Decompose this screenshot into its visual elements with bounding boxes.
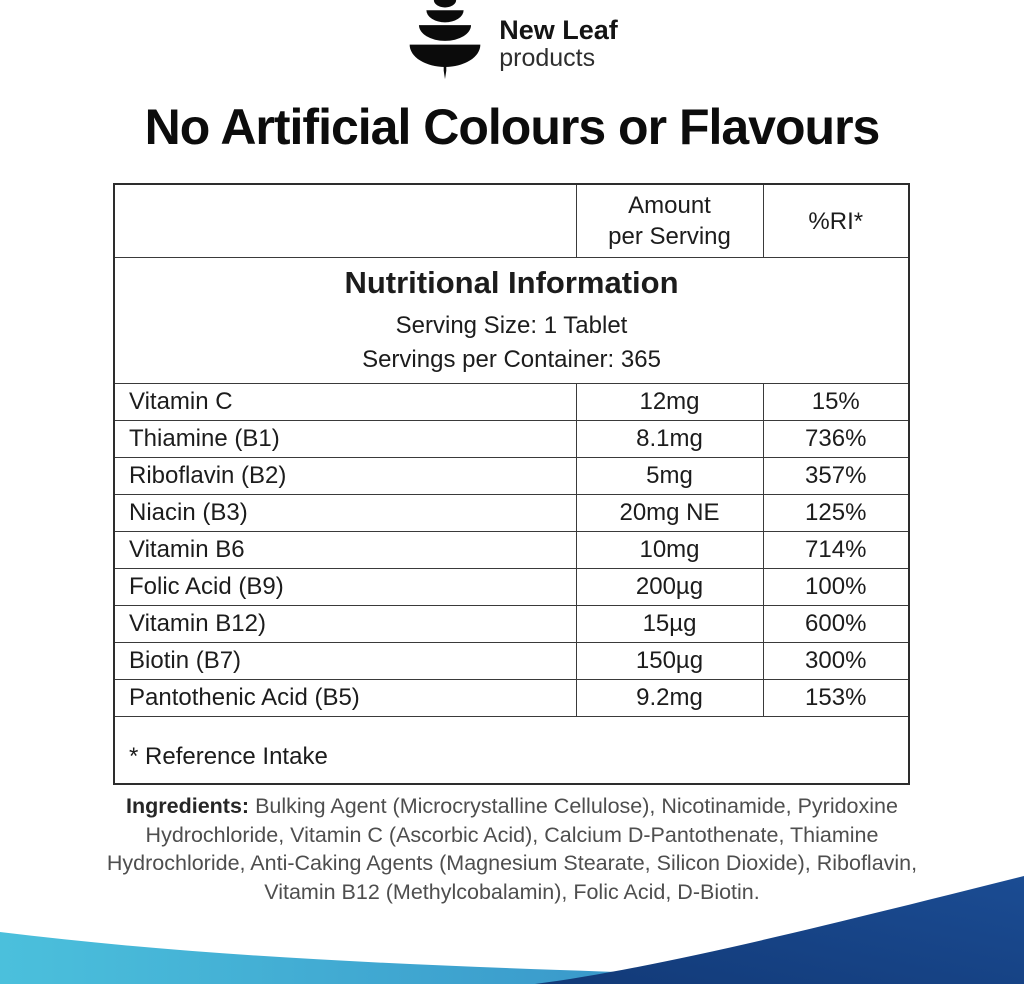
- table-row: [114, 606, 909, 643]
- nutrient-name: Pantothenic Acid (B5): [114, 680, 576, 717]
- nutrient-amount: 10mg: [576, 532, 763, 569]
- servings-per-container: Servings per Container: 365: [362, 345, 661, 373]
- nutrient-ri: 714%: [763, 532, 909, 569]
- nutrient-ri: 153%: [763, 680, 909, 717]
- serving-size: Serving Size: 1 Tablet: [395, 311, 628, 339]
- wave-decoration: [0, 864, 1024, 984]
- table-row: [114, 680, 909, 717]
- table-title-row: [114, 258, 909, 384]
- nutrient-amount: 15µg: [576, 606, 763, 643]
- nutrient-ri: 357%: [763, 458, 909, 495]
- nutrient-name: Folic Acid (B9): [114, 569, 576, 606]
- nutrient-amount: 150µg: [576, 643, 763, 680]
- table-row: [114, 421, 909, 458]
- nutrient-amount: 20mg NE: [576, 495, 763, 532]
- nutrient-name: Vitamin B6: [114, 532, 576, 569]
- nutrient-ri: 125%: [763, 495, 909, 532]
- ingredients-text: Bulking Agent (Microcrystalline Cellulose), Nicotinamide, Pyridoxine Hydrochloride, Vitamin C (Ascorbic Acid), Calcium D-Pantothenate, Thiamine Hydrochloride, Anti-Caking Agents (Magnesium Stearate, Silicon Dioxide), Riboflavin, Vitamin B12 (Methylcobalamin), Folic Acid, D-Biotin.: [106, 794, 918, 904]
- table-body: [114, 384, 909, 717]
- nutrient-name: Vitamin B12): [114, 606, 576, 643]
- nutrient-name: Thiamine (B1): [114, 421, 576, 458]
- nutrient-amount: 200µg: [576, 569, 763, 606]
- brand-text: [499, 0, 618, 72]
- nutrition-table: [113, 183, 908, 785]
- table-row: [114, 569, 909, 606]
- nutrient-ri: 300%: [763, 643, 909, 680]
- nutrient-amount: 12mg: [576, 384, 763, 421]
- column-header-empty: [114, 184, 576, 258]
- nutrient-ri: 15%: [763, 384, 909, 421]
- table-row: [114, 643, 909, 680]
- table-title: Nutritional Information: [344, 264, 679, 300]
- brand-name: New Leaf: [499, 15, 618, 45]
- column-header-ri: %RI*: [763, 184, 909, 258]
- nutrient-amount: 9.2mg: [576, 680, 763, 717]
- nutrient-ri: 600%: [763, 606, 909, 643]
- ingredients-label: Ingredients:: [126, 794, 250, 818]
- nutrient-name: Vitamin C: [114, 384, 576, 421]
- wave-navy-shape: [535, 876, 1024, 984]
- column-header-amount: Amount per Serving: [576, 184, 763, 258]
- column-header-row: [114, 184, 909, 258]
- nutrient-amount: 5mg: [576, 458, 763, 495]
- brand-header: [0, 0, 1024, 80]
- table-row: [114, 384, 909, 421]
- footnote-row: [114, 717, 909, 785]
- nutrient-ri: 736%: [763, 421, 909, 458]
- nutrient-name: Niacin (B3): [114, 495, 576, 532]
- nutrient-amount: 8.1mg: [576, 421, 763, 458]
- brand-tagline: products: [499, 44, 596, 73]
- table-row: [114, 495, 909, 532]
- footnote: * Reference Intake: [114, 717, 909, 785]
- tree-icon: [406, 0, 484, 80]
- table-row: [114, 532, 909, 569]
- headline: No Artificial Colours or Flavours: [144, 99, 880, 155]
- nutrient-ri: 100%: [763, 569, 909, 606]
- nutrient-name: Biotin (B7): [114, 643, 576, 680]
- nutrient-name: Riboflavin (B2): [114, 458, 576, 495]
- table-row: [114, 458, 909, 495]
